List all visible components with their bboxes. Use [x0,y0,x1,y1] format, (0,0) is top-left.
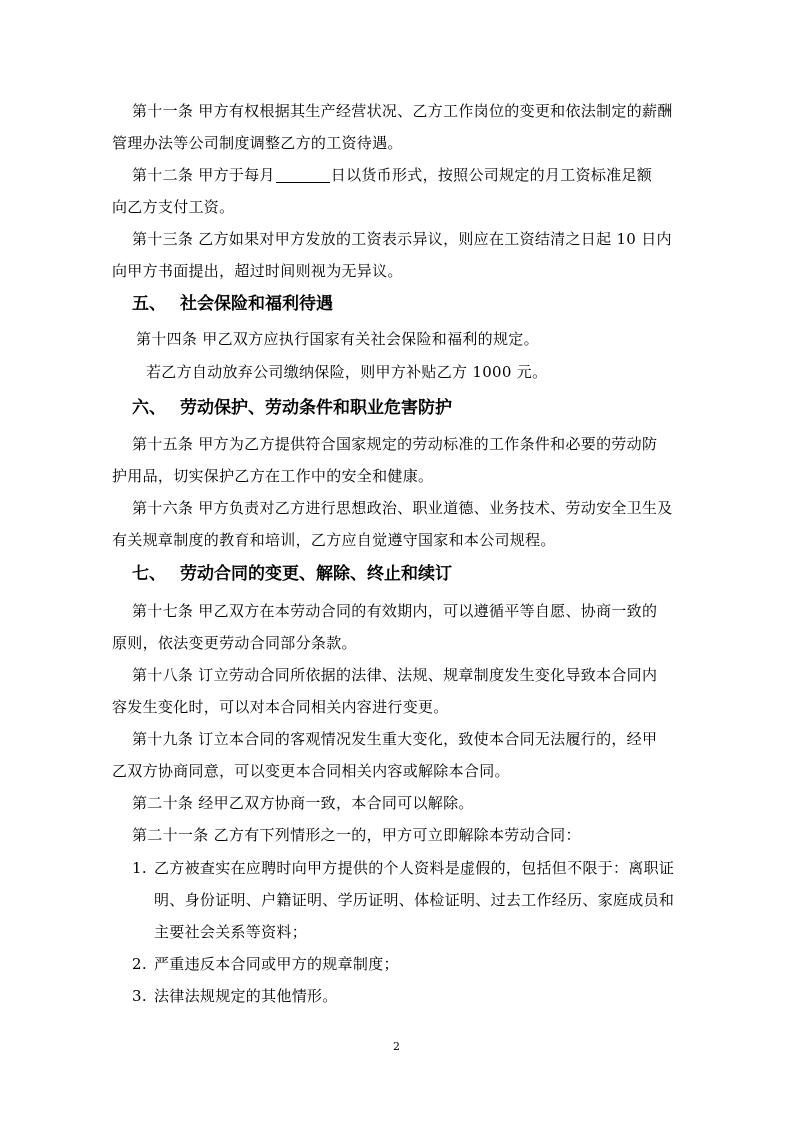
section-6-heading [132,397,452,419]
article-13-line-2: 向甲方书面提出，超过时间则视为无异议。 [112,262,403,280]
article-18-line-2: 容发生变化时，可以对本合同相关内容进行变更。 [112,698,449,716]
section-7-heading [132,563,452,585]
article-11-line-2: 管理办法等公司制度调整乙方的工资待遇。 [112,134,403,152]
payday-blank-field[interactable] [276,166,330,183]
article-21-line-1: 第二十一条 乙方有下列情形之一的，甲方可立即解除本劳动合同： [132,826,581,844]
section-7-number: 七、 [132,564,166,584]
section-5-number: 五、 [132,294,166,314]
list-item-3 [132,986,338,1006]
article-20-line-1: 第二十条 经甲乙双方协商一致，本合同可以解除。 [132,794,474,812]
article-15-line-1: 第十五条 甲方为乙方提供符合国家规定的劳动标准的工作条件和必要的劳动防 [132,435,658,453]
section-6-title: 劳动保护、劳动条件和职业危害防护 [180,398,452,418]
list-item-2-number: 2. [132,955,147,973]
article-12-text-a: 第十二条 甲方于每月 [132,166,275,184]
article-16-line-1: 第十六条 甲方负责对乙方进行思想政治、职业道德、业务技术、劳动安全卫生及 [132,499,673,517]
section-6-number: 六、 [132,398,166,418]
page-number: 2 [393,1040,400,1053]
list-item-1-number: 1. [132,859,147,877]
article-17-line-1: 第十七条 甲乙双方在本劳动合同的有效期内，可以遵循平等自愿、协商一致的 [132,602,658,620]
article-12-line-1 [132,165,652,185]
article-12-text-b: 日以货币形式，按照公司规定的月工资标准足额 [330,166,653,184]
article-15-line-2: 护用品，切实保护乙方在工作中的安全和健康。 [112,467,434,485]
list-item-2-text: 严重违反本合同或甲方的规章制度； [154,955,399,973]
article-19-line-1: 第十九条 订立本合同的客观情况发生重大变化，致使本合同无法履行的，经甲 [132,730,658,748]
article-16-line-2: 有关规章制度的教育和培训，乙方应自觉遵守国家和本公司规程。 [112,531,556,549]
article-17-line-2: 原则，依法变更劳动合同部分条款。 [112,634,357,652]
article-19-line-2: 乙双方协商同意，可以变更本合同相关内容或解除本合同。 [112,762,510,780]
article-14-line-1: 第十四条 甲乙双方应执行国家有关社会保险和福利的规定。 [136,330,539,348]
insurance-subsidy-note: 若乙方自动放弃公司缴纳保险，则甲方补贴乙方 1000 元。 [146,363,548,381]
list-item-3-number: 3. [132,987,147,1005]
article-11-line-1: 第十一条 甲方有权根据其生产经营状况、乙方工作岗位的变更和依法制定的薪酬 [132,102,673,120]
list-item-3-text: 法律法规规定的其他情形。 [154,987,338,1005]
list-item-1-text: 乙方被查实在应聘时向甲方提供的个人资料是虚假的，包括但不限于：离职证 [154,859,675,877]
section-5-title: 社会保险和福利待遇 [180,294,333,314]
article-12-line-2: 向乙方支付工资。 [112,198,235,216]
list-item-1-line-2: 明、身份证明、户籍证明、学历证明、体检证明、过去工作经历、家庭成员和 [154,891,675,909]
list-item-2 [132,954,399,974]
section-5-heading [132,293,333,315]
section-7-title: 劳动合同的变更、解除、终止和续订 [180,564,452,584]
article-18-line-1: 第十八条 订立劳动合同所依据的法律、法规、规章制度发生变化导致本合同内 [132,666,658,684]
list-item-1-line-3: 主要社会关系等资料； [154,923,308,941]
article-13-line-1: 第十三条 乙方如果对甲方发放的工资表示异议，则应在工资结清之日起 10 日内 [132,230,672,248]
list-item-1-line-1 [132,858,674,878]
